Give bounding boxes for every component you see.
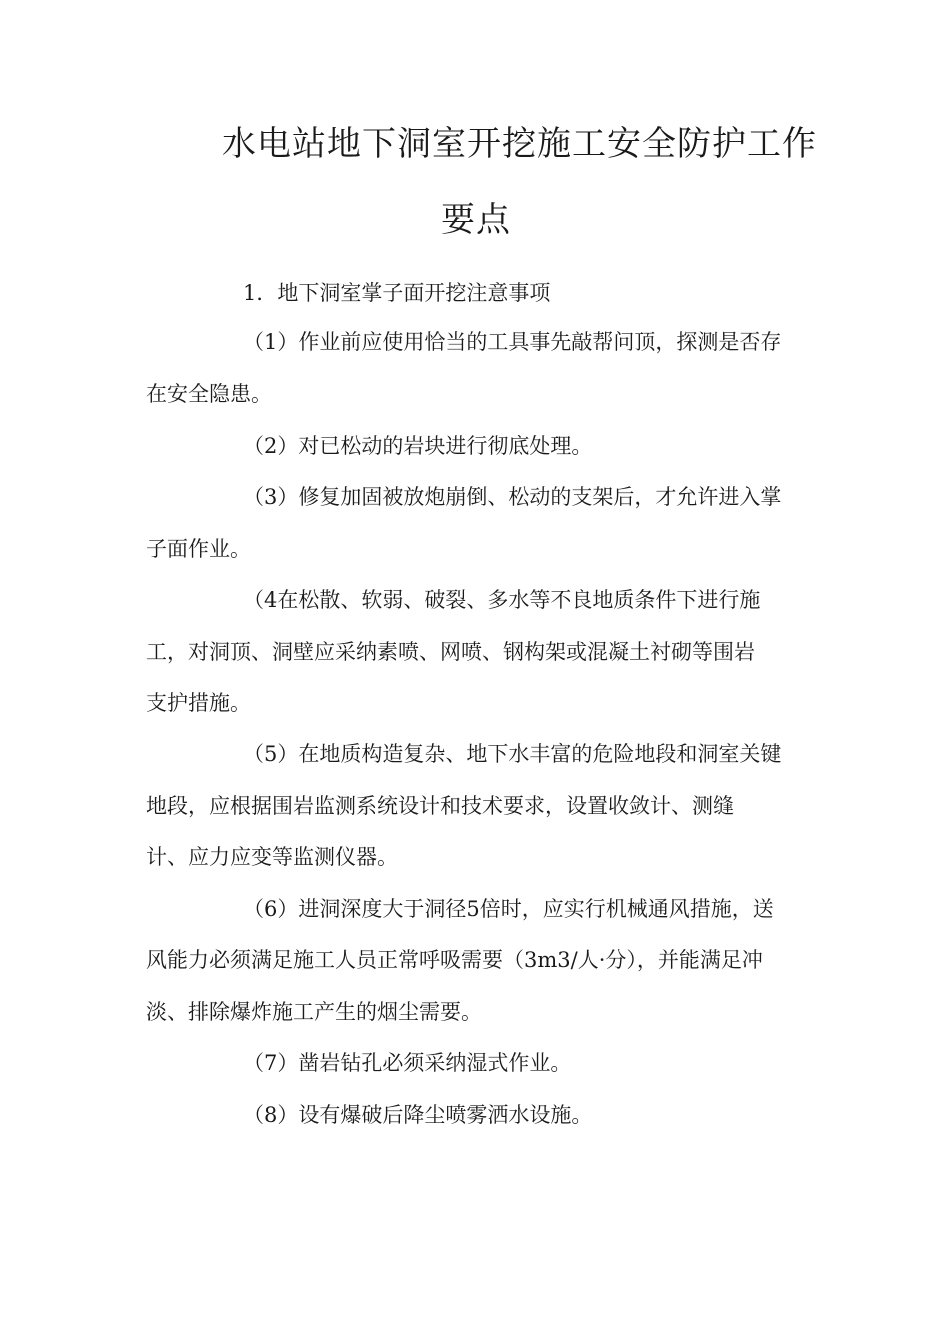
paragraph-line: （8）设有爆破后降尘喷雾洒水设施。 bbox=[243, 1103, 593, 1127]
paragraph-line: 风能力必须满足施工人员正常呼吸需要（3m3/人·分），并能满足冲 bbox=[146, 948, 763, 972]
paragraph-line: （5）在地质构造复杂、地下水丰富的危险地段和洞室关键 bbox=[243, 742, 782, 766]
paragraph-line: （2）对已松动的岩块进行彻底处理。 bbox=[243, 434, 593, 458]
paragraph-line: （4在松散、软弱、破裂、多水等不良地质条件下进行施 bbox=[243, 588, 761, 612]
paragraph-line: （7）凿岩钻孔必须采纳湿式作业。 bbox=[243, 1051, 572, 1075]
paragraph-line: 工，对洞顶、洞壁应采纳素喷、网喷、钢构架或混凝土衬砌等围岩 bbox=[146, 640, 755, 664]
section-heading: 1．地下洞室掌子面开挖注意事项 bbox=[243, 281, 551, 305]
paragraph-line: 计、应力应变等监测仪器。 bbox=[146, 845, 398, 869]
paragraph-line: 淡、排除爆炸施工产生的烟尘需要。 bbox=[146, 1000, 482, 1024]
paragraph-line: 地段，应根据围岩监测系统设计和技术要求，设置收敛计、测缝 bbox=[146, 794, 734, 818]
paragraph-line: （1）作业前应使用恰当的工具事先敲帮问顶，探测是否存 bbox=[243, 330, 782, 354]
paragraph-line: （6）进洞深度大于洞径5倍时，应实行机械通风措施，送 bbox=[243, 897, 774, 921]
document-title-line-2: 要点 bbox=[441, 200, 511, 240]
paragraph-line: 支护措施。 bbox=[146, 691, 251, 715]
document-title-line-1: 水电站地下洞室开挖施工安全防护工作 bbox=[222, 124, 817, 164]
paragraph-line: （3）修复加固被放炮崩倒、松动的支架后，才允许进入掌 bbox=[243, 485, 782, 509]
paragraph-line: 子面作业。 bbox=[146, 537, 251, 561]
paragraph-line: 在安全隐患。 bbox=[146, 382, 272, 406]
